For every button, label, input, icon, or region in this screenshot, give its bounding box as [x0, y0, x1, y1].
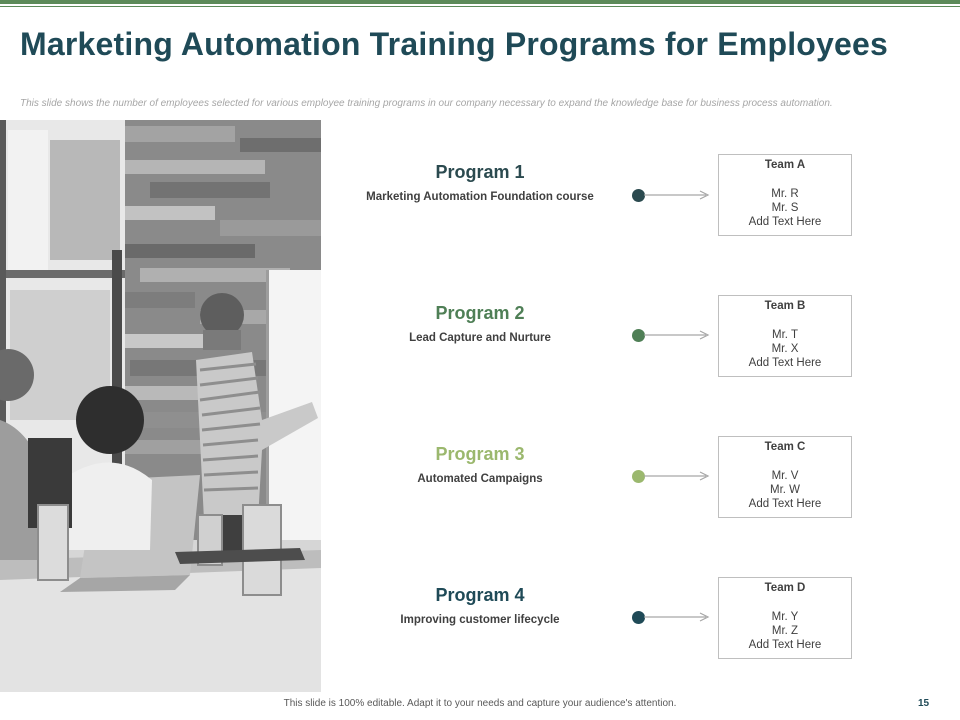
team-b-member-1: Mr. T — [772, 329, 798, 341]
team-c-member-1: Mr. V — [771, 470, 799, 482]
program-1-description: Marketing Automation Foundation course — [366, 191, 594, 203]
team-d-member-3: Add Text Here — [748, 639, 822, 651]
team-c-box — [718, 436, 852, 518]
program-2-arrow-icon — [644, 330, 710, 340]
program-1-title: Program 1 — [435, 162, 525, 182]
team-d-member-1: Mr. Y — [771, 611, 799, 623]
program-2-title: Program 2 — [435, 303, 525, 323]
program-3-arrow-icon — [644, 471, 710, 481]
program-2 — [340, 303, 620, 344]
program-3-description: Automated Campaigns — [417, 473, 543, 485]
meeting-photo — [0, 120, 321, 692]
slide-footer: This slide is 100% editable. Adapt it to your needs and capture your audience's attention. — [283, 698, 677, 709]
program-4-description: Improving customer lifecycle — [400, 614, 560, 626]
team-d-box — [718, 577, 852, 659]
program-4 — [340, 585, 620, 626]
top-accent-bar — [0, 0, 960, 4]
program-4-title: Program 4 — [435, 585, 525, 605]
program-3-title: Program 3 — [435, 444, 525, 464]
team-a-member-1: Mr. R — [771, 188, 799, 200]
program-1-arrow-icon — [644, 190, 710, 200]
program-4-arrow-icon — [644, 612, 710, 622]
team-b-member-3: Add Text Here — [748, 357, 822, 369]
program-1 — [340, 162, 620, 203]
slide-title: Marketing Automation Training Programs for Employees — [20, 26, 889, 62]
team-a-member-3: Add Text Here — [748, 216, 822, 228]
team-a-name: Team A — [764, 159, 806, 171]
team-c-name: Team C — [764, 441, 806, 453]
team-b-name: Team B — [764, 300, 806, 312]
team-b-member-2: Mr. X — [771, 343, 799, 355]
team-d-name: Team D — [764, 582, 806, 594]
team-b-box — [718, 295, 852, 377]
page-number: 15 — [918, 698, 930, 709]
team-a-member-2: Mr. S — [771, 202, 799, 214]
top-accent-line — [0, 6, 960, 7]
program-2-description: Lead Capture and Nurture — [409, 332, 551, 344]
slide-subtitle: This slide shows the number of employees selected for various employee training programs in our company necessary to expand the knowledge base for business process automation. — [20, 98, 833, 109]
team-c-member-3: Add Text Here — [748, 498, 822, 510]
team-c-member-2: Mr. W — [769, 484, 801, 496]
team-d-member-2: Mr. Z — [771, 625, 799, 637]
program-3 — [340, 444, 620, 485]
team-a-box — [718, 154, 852, 236]
